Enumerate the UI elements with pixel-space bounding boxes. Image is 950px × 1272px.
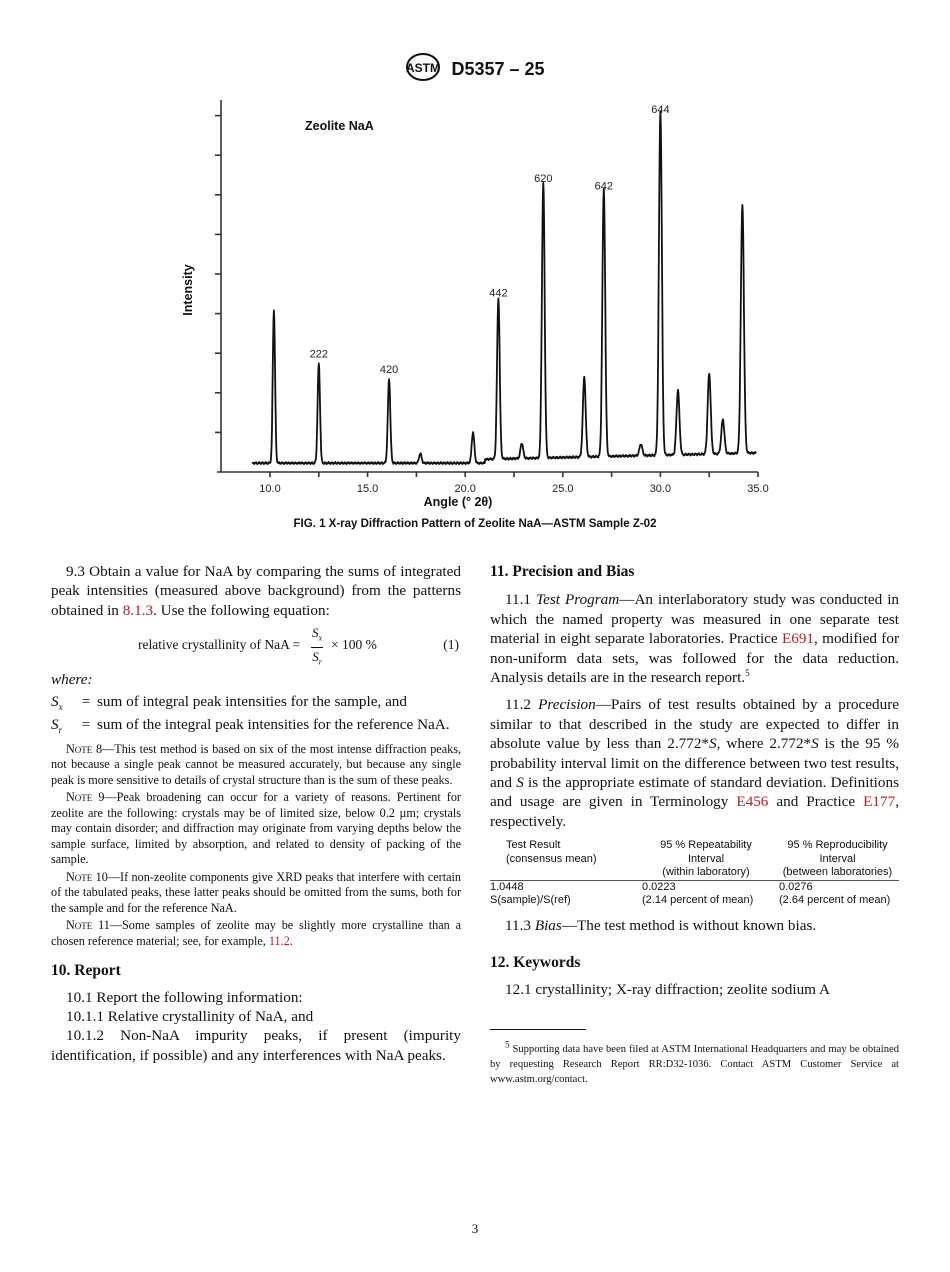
footnote-5: $^5$ Supporting data have been filed at ASTM International Headquarters and may be obtained by requesting Research Report RR:D32-1036. Contact ASTM Customer Service at www.astm.org/contact. xyxy=(490,1039,899,1085)
x-axis-label: Angle (° 2θ) xyxy=(423,495,493,509)
table-header-row xyxy=(490,839,899,880)
paragraph-11-3: 11.3 Bias—The test method is without known bias. xyxy=(505,916,817,934)
paragraph-10-1: 10.1 Report the following information: xyxy=(66,988,303,1006)
table-row: S(sample)/S(ref) (2.14 percent of mean) (2.64 percent of mean) xyxy=(490,894,891,907)
peak-label: 222 xyxy=(309,348,328,361)
note-8: Note 8—This test method is based on six of the most intense diffraction peaks, not because a single peak cannot be measured accurately, but because any single peak is more sensitive to details of crystal structure than is the sum of these peaks. xyxy=(51,741,461,787)
note-9: Note 9—Peak broadening can occur for a variety of reasons. Pertinent for zeolite are the following: crystals may be of limited size, below 0.2 µm; crystals may contain disorder; and diffraction may originate from varying depths below the sample surface, limited by absorption, and related to density of packing of the sample. xyxy=(51,790,461,867)
right-column xyxy=(490,562,899,1087)
link-e691[interactable]: E691 xyxy=(781,630,815,648)
peak-label: 442 xyxy=(489,287,508,300)
precision-table xyxy=(490,839,899,908)
peak-label: 642 xyxy=(594,180,613,193)
peak-label: 420 xyxy=(379,363,399,376)
left-column xyxy=(51,562,461,1065)
paragraph-11-1: 11.1 Test Program—An interlaboratory study was conducted in which the named property was measured in one separate test material in eight separate laboratories. Practice E691, modified for non-uniform data sets, was followed for the data reduction. Analysis details are in the research report.$^5$ xyxy=(490,591,900,687)
section-12-heading: 12. Keywords xyxy=(490,954,581,972)
fraction: $\frac{S_x}{S_r}$ xyxy=(312,625,323,667)
note-11: Note 11—Some samples of zeolite may be slightly more crystalline than a chosen reference material; see, for example, 11.2. xyxy=(51,918,461,948)
link-8-1-3[interactable]: 8.1.3 xyxy=(122,601,154,619)
standard-designation: D5357 – 25 xyxy=(451,59,545,79)
xrd-plot xyxy=(160,95,780,515)
paragraph-10-1-2: 10.1.2 Non-NaA impurity peaks, if present (impurity identification, if possible) and any interferences with NaA peaks. xyxy=(51,1027,461,1064)
page-number: 3 xyxy=(471,1221,479,1236)
figure-caption: FIG. 1 X-ray Diffraction Pattern of Zeolite NaA—ASTM Sample Z-02 xyxy=(293,518,657,530)
xrd-chart xyxy=(160,95,780,515)
variable-definitions xyxy=(51,693,461,740)
definition-sr: $S_r$ = sum of the integral peak intensities for the reference NaA. xyxy=(51,716,450,736)
column-header: 95 % Repeatability Interval (within laboratory) xyxy=(636,839,776,880)
link-e177[interactable]: E177 xyxy=(863,793,896,811)
svg-text:25.0: 25.0 xyxy=(552,483,574,495)
svg-text:10.0: 10.0 xyxy=(259,483,281,495)
definition-sx: $S_x$ = sum of integral peak intensities for the sample, and xyxy=(51,692,407,712)
footnote-divider xyxy=(490,1029,586,1030)
paragraph-11-2: 11.2 Precision—Pairs of test results obtained by a procedure similar to that described in the study are expected to differ in absolute value by less than 2.772*S, where 2.772*S is the 95 % probability interval limit on the difference between two test results, and S is the appropriate estimate of standard deviation. Definitions and usage are given in Terminology E456 and Practice E177, respectively. xyxy=(490,696,899,830)
column-header: 95 % Reproducibility Interval (between laboratories) xyxy=(776,839,899,880)
equation-1: relative crystallinity of NaA = $\frac{S_x}{S_r}$ × 100 % (1) xyxy=(51,620,461,668)
link-e456[interactable]: E456 xyxy=(736,793,769,811)
paragraph-10-1-1: 10.1.1 Relative crystallinity of NaA, and xyxy=(66,1008,314,1025)
link-11-2[interactable]: 11.2 xyxy=(268,933,290,948)
note-10: Note 10—If non-zeolite components give XRD peaks that interfere with certain of the tabulated peaks, these latter peaks should be omitted from the sums, both for the sample and for the reference NaA. xyxy=(51,869,461,915)
svg-text:30.0: 30.0 xyxy=(649,483,672,495)
peak-label: 620 xyxy=(534,172,553,185)
equation-number: (1) xyxy=(443,637,459,653)
astm-logo-icon xyxy=(405,52,441,87)
y-axis-label: Intensity xyxy=(181,264,195,316)
svg-text:15.0: 15.0 xyxy=(356,483,379,495)
column-header: Test Result (consensus mean) xyxy=(490,839,636,880)
paragraph-12-1: 12.1 crystallinity; X-ray diffraction; zeolite sodium A xyxy=(505,980,830,998)
paragraph-9-3: 9.3 Obtain a value for NaA by comparing the sums of integrated peak intensities (measured above background) from the patterns obtained in 8.1.3. Use the following equation: xyxy=(51,563,461,619)
page-header xyxy=(0,52,950,87)
chart-title: Zeolite NaA xyxy=(305,119,374,133)
section-10-heading: 10. Report xyxy=(51,962,121,980)
svg-text:ASTM: ASTM xyxy=(406,61,441,75)
svg-text:20.0: 20.0 xyxy=(454,483,476,495)
peak-label: 644 xyxy=(651,104,670,116)
where-label: where: xyxy=(51,671,93,689)
table-row: 1.0448 0.0223 0.0276 xyxy=(490,880,813,893)
section-11-heading: 11. Precision and Bias xyxy=(490,563,635,580)
svg-text:35.0: 35.0 xyxy=(747,483,769,495)
footnote-ref-5[interactable]: 5 xyxy=(745,667,750,678)
